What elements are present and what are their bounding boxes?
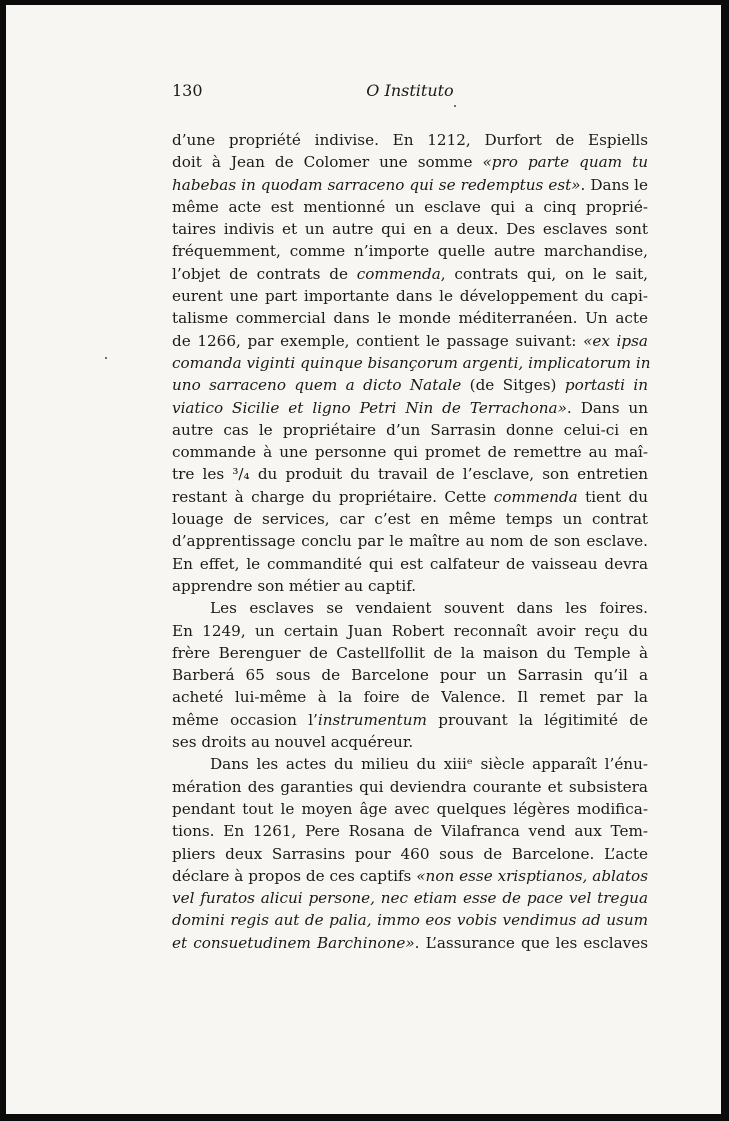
text-line — [172, 419, 648, 441]
page-header — [172, 81, 648, 103]
text-line — [172, 865, 648, 887]
text-segment: Barberá 65 sous de Barcelone pour un Sarrasin qu’il a — [172, 666, 648, 685]
book-page — [6, 5, 721, 1114]
text-line — [172, 753, 648, 775]
text-line — [172, 932, 648, 954]
text-segment: acheté lui-même à la foire de Valence. Il remet par la — [172, 688, 648, 707]
text-segment: autre cas le propriétaire d’un Sarrasin donne celui-ci en — [172, 420, 648, 439]
page-number: 130 — [172, 81, 203, 100]
text-segment: , contrats qui, on le sait, — [440, 264, 648, 283]
text-segment: Les esclaves se vendaient souvent dans les foires. — [210, 599, 648, 618]
italic-latin-text: vel furatos alicui persone, nec etiam esse de pace vel tregua — [172, 889, 648, 908]
print-speck — [105, 357, 107, 359]
text-segment: même occasion l’ — [172, 710, 318, 729]
text-segment: tions. En 1261, Pere Rosana de Vilafranca vend aux Tem- — [172, 822, 648, 841]
text-line — [172, 352, 651, 374]
text-segment: En 1249, un certain Juan Robert reconnaît avoir reçu du — [172, 621, 648, 640]
text-line — [172, 129, 648, 151]
text-line — [172, 330, 648, 352]
text-line — [172, 530, 648, 552]
text-line — [172, 285, 648, 307]
text-segment: taires indivis et un autre qui en a deux. Des esclaves sont — [172, 220, 648, 239]
text-line — [172, 709, 648, 731]
print-speck — [454, 105, 456, 107]
text-line — [172, 686, 648, 708]
text-line — [172, 174, 648, 196]
text-segment: En effet, le commandité qui est calfateur de vaisseau devra — [172, 554, 648, 573]
text-segment: d’apprentissage conclu par le maître au nom de son esclave. — [172, 532, 648, 551]
text-segment: de 1266, par exemple, contient le passage suivant: — [172, 331, 584, 350]
text-segment: déclare à propos de ces captifs — [172, 866, 417, 885]
text-segment: d’une propriété indivise. En 1212, Durfort de Espiells — [172, 131, 648, 149]
text-segment: prouvant la légitimité de — [426, 710, 648, 729]
text-line — [172, 642, 648, 664]
text-segment: eurent une part importante dans le développement du capi- — [172, 287, 648, 306]
text-line — [172, 798, 648, 820]
text-segment: talisme commercial dans le monde méditerranéen. Un acte — [172, 309, 648, 328]
text-line — [172, 307, 648, 329]
italic-latin-text: commenda — [356, 264, 441, 283]
italic-latin-text: «ex ipsa — [583, 331, 648, 350]
text-line — [172, 553, 648, 575]
text-segment: apprendre son métier au captif. — [172, 576, 417, 595]
text-line — [172, 820, 648, 842]
text-segment: tre les ³/₄ du produit du travail de l’esclave, son entretien — [172, 465, 648, 484]
body-text — [172, 129, 651, 954]
text-line — [172, 776, 648, 798]
text-segment: Dans les actes du milieu du xiiiᵉ siècle apparaît l’énu- — [210, 755, 648, 774]
italic-latin-text: portasti in — [564, 376, 648, 395]
text-segment: fréquemment, comme n’importe quelle autre marchandise, — [172, 242, 648, 261]
text-segment: . Dans un — [566, 398, 648, 417]
text-line — [172, 218, 648, 240]
text-line — [172, 240, 648, 262]
text-line — [172, 575, 648, 597]
text-segment: . Dans le — [580, 175, 648, 194]
italic-latin-text: comanda viginti quinque bisançorum argenti, implicatorum in — [172, 353, 651, 372]
text-line — [172, 731, 648, 753]
italic-latin-text: instrumentum — [317, 710, 427, 729]
italic-latin-text: «non esse xrisptianos, ablatos — [416, 866, 648, 885]
text-segment: frère Berenguer de Castellfollit de la maison du Temple à — [172, 643, 648, 662]
italic-latin-text: commenda — [493, 487, 578, 506]
text-segment: (de Sitges) — [461, 376, 565, 395]
text-segment: . L’assurance que les esclaves — [414, 933, 648, 952]
text-segment: ses droits au nouvel acquéreur. — [172, 733, 414, 752]
italic-latin-text: domini regis aut de palia, immo eos vobis vendimus ad usum — [172, 911, 648, 930]
text-segment: même acte est mentionné un esclave qui a cinq proprié- — [172, 197, 648, 216]
text-line — [172, 263, 648, 285]
text-line — [172, 620, 648, 642]
text-segment: mération des garanties qui deviendra courante et subsistera — [172, 777, 648, 796]
text-line — [172, 887, 648, 909]
text-segment: pendant tout le moyen âge avec quelques légères modifica- — [172, 799, 648, 818]
text-line — [172, 397, 648, 419]
text-line — [172, 508, 648, 530]
text-line — [172, 463, 648, 485]
italic-latin-text: habebas in quodam sarraceno qui se redemptus est» — [172, 175, 581, 194]
italic-latin-text: «pro parte quam tu — [482, 153, 648, 172]
text-line — [172, 486, 648, 508]
text-line — [172, 597, 648, 619]
italic-latin-text: uno sarraceno quem a dicto Natale — [172, 376, 462, 395]
text-segment: tient du — [577, 487, 648, 506]
text-segment: pliers deux Sarrasins pour 460 sous de Barcelone. L’acte — [172, 844, 648, 863]
text-line — [172, 441, 648, 463]
italic-latin-text: et consuetudinem Barchinone» — [172, 933, 415, 952]
text-segment: commande à une personne qui promet de remettre au maî- — [172, 443, 648, 462]
text-segment: doit à Jean de Colomer une somme — [172, 153, 483, 172]
text-segment: restant à charge du propriétaire. Cette — [172, 487, 494, 506]
text-line — [172, 664, 648, 686]
running-title: O Instituto — [366, 81, 454, 100]
text-line — [172, 843, 648, 865]
italic-latin-text: viatico Sicilie et ligno Petri Nin de Terrachona» — [172, 398, 567, 417]
text-line — [172, 374, 648, 396]
text-segment: louage de services, car c’est en même temps un contrat — [172, 510, 648, 529]
text-line — [172, 151, 648, 173]
text-line — [172, 909, 648, 931]
text-segment: l’objet de contrats de — [172, 264, 357, 283]
text-line — [172, 196, 648, 218]
